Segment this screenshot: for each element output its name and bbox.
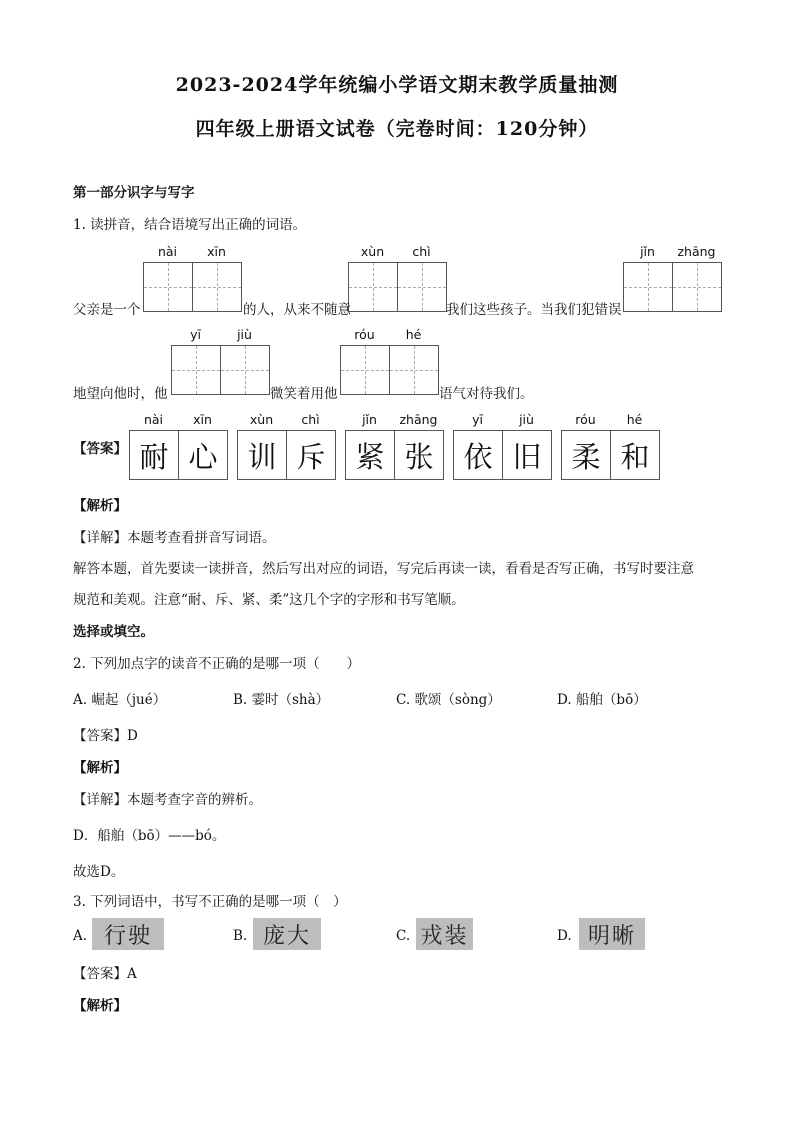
writing-grid[interactable] [171,345,270,395]
pinyin-label: chì [301,412,320,427]
analysis-label: 【解析】 [73,760,127,776]
answer-label: 【答案】 [73,441,127,457]
pinyin-label: yī [472,412,483,427]
option-d[interactable]: D. 船舶（bō） [557,692,647,708]
page-title: 2023-2024学年统编小学语文期末教学质量抽测 [175,74,619,96]
answer-char: 依 [463,439,493,474]
sentence-text: 我们这些孩子。当我们犯错误 [446,302,622,318]
section-heading-2: 选择或填空。 [73,624,154,640]
explanation-text: 规范和美观。注意“耐、斥、紧、柔”这几个字的字形和书写笔顺。 [73,592,465,608]
answer-char: 斥 [286,431,335,479]
question-3-stem: 3. 下列词语中，书写不正确的是哪一项（ ） [73,894,347,910]
detail-text: 【详解】本题考查字音的辨析。 [73,792,262,808]
pinyin-label: hé [405,327,422,342]
pinyin-label: xīn [193,412,212,427]
sentence-text: 语气对待我们。 [439,386,534,402]
sentence-text: 微笑着用他 [270,386,338,402]
explanation-text: 故选D。 [73,864,125,880]
answer-grid [453,430,552,480]
answer-grid [561,430,660,480]
pinyin-label: chì [412,244,431,259]
handwriting-image-d: 明晰 [579,918,645,950]
writing-grid[interactable] [623,262,722,312]
question-1-stem: 1. 读拼音，结合语境写出正确的词语。 [73,217,307,233]
answer-char: 心 [178,431,227,479]
option-a[interactable]: A. 崛起（jué） [73,692,167,708]
explanation-text: 解答本题，首先要读一读拼音，然后写出对应的词语，写完后再读一读，看看是否写正确，书写时要注意 [73,561,694,577]
writing-grid[interactable] [340,345,439,395]
pinyin-label: zhāng [677,244,716,259]
option-b-label[interactable]: B. [233,928,248,944]
analysis-label: 【解析】 [73,498,127,514]
sentence-text: 的人，从来不随意 [243,302,351,318]
question-2-stem: 2. 下列加点字的读音不正确的是哪一项（ ） [73,656,361,672]
answer-grid [345,430,444,480]
pinyin-label: róu [354,327,375,342]
answer-char: 张 [394,431,443,479]
writing-grid[interactable] [143,262,242,312]
answer-text: 【答案】A [73,966,137,982]
page-subtitle: 四年级上册语文试卷（完卷时间：120分钟） [195,118,599,140]
pinyin-label: xùn [249,412,274,427]
option-d-label[interactable]: D. [557,928,572,944]
option-c-label[interactable]: C. [396,928,411,944]
pinyin-label: jǐn [362,412,377,427]
answer-text: 【答案】D [73,728,138,744]
option-a-label[interactable]: A. [73,928,88,944]
pinyin-label: xùn [360,244,385,259]
pinyin-label: nài [157,244,178,259]
pinyin-label: xīn [207,244,226,259]
writing-grid[interactable] [348,262,447,312]
answer-grid [237,430,336,480]
pinyin-label: jǐn [640,244,655,259]
sentence-text: 父亲是一个 [73,302,141,318]
option-c[interactable]: C. 歌颂（sòng） [396,692,501,708]
pinyin-label: yī [190,327,201,342]
answer-char: 训 [247,439,277,474]
explanation-text: D．船舶（bō）——bó。 [73,828,226,844]
answer-char: 柔 [571,439,601,474]
answer-char: 耐 [139,439,169,474]
pinyin-label: jiù [519,412,534,427]
pinyin-label: jiù [237,327,252,342]
answer-grid [129,430,228,480]
answer-char: 紧 [355,439,385,474]
option-b[interactable]: B. 霎时（shà） [233,692,330,708]
pinyin-label: róu [575,412,596,427]
section-heading-1: 第一部分识字与写字 [73,185,195,201]
analysis-label: 【解析】 [73,998,127,1014]
pinyin-label: nài [143,412,164,427]
handwriting-image-b: 庞大 [253,918,321,950]
answer-char: 和 [610,431,659,479]
pinyin-label: zhāng [399,412,438,427]
pinyin-label: hé [626,412,643,427]
detail-text: 【详解】本题考查看拼音写词语。 [73,530,276,546]
handwriting-image-a: 行驶 [92,918,164,950]
answer-char: 旧 [502,431,551,479]
handwriting-image-c: 戎装 [416,918,473,950]
sentence-text: 地望向他时，他 [73,386,168,402]
